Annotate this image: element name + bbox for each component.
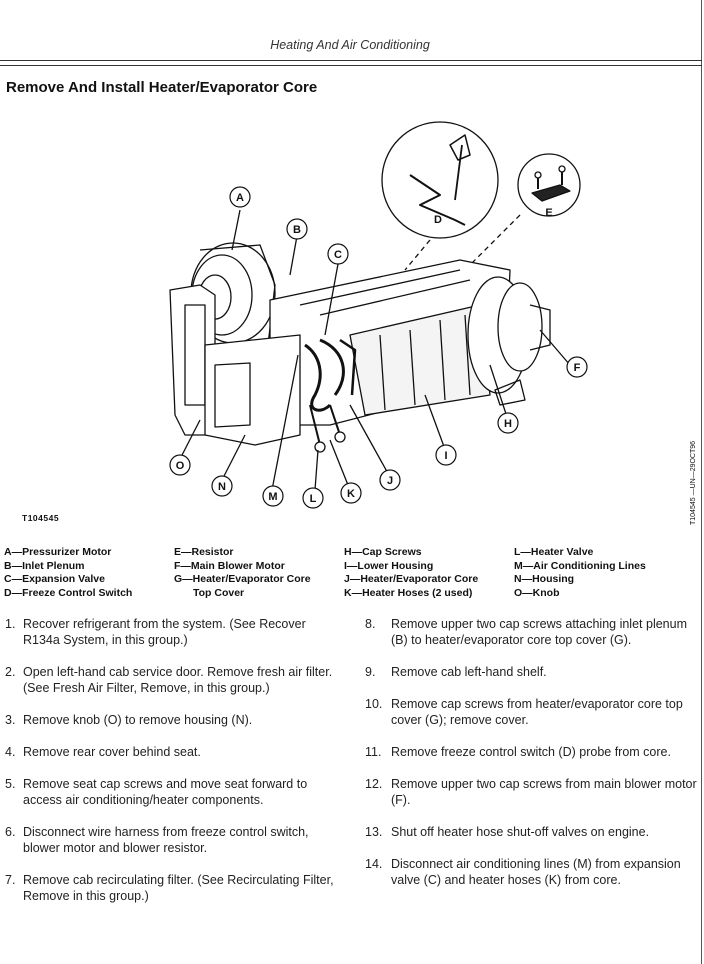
legend-item: N—Housing	[514, 573, 575, 585]
legend-item: E—Resistor	[174, 546, 234, 558]
legend-item: B—Inlet Plenum	[4, 559, 85, 572]
header-divider-lower	[0, 65, 702, 66]
legend-item: G—Heater/Evaporator Core	[174, 573, 311, 585]
step-3: 3. Remove knob (O) to remove housing (N).	[5, 713, 253, 727]
callout-M	[263, 486, 283, 506]
callout-I	[436, 445, 456, 465]
heater-evaporator-illustration	[0, 105, 702, 545]
svg-text:C: C	[334, 249, 342, 261]
running-head: Heating And Air Conditioning	[270, 38, 430, 52]
callout-D: D	[434, 214, 442, 226]
svg-text:K: K	[347, 488, 355, 500]
callout-J	[380, 470, 400, 490]
svg-text:J: J	[386, 475, 394, 487]
svg-text:B: B	[293, 224, 301, 236]
step-14: 14. Disconnect air conditioning lines (M) from expansion valve (C) and heater hoses (K) from core.	[365, 857, 681, 887]
callout-K	[341, 483, 361, 503]
legend-column-2	[174, 546, 311, 600]
legend-item: A—Pressurizer Motor	[4, 546, 112, 558]
step-4: 4. Remove rear cover behind seat.	[5, 745, 201, 759]
legend-item: H—Cap Screws	[344, 546, 422, 558]
legend-item: F—Main Blower Motor	[174, 559, 285, 572]
svg-text:A: A	[236, 192, 244, 204]
step-5: 5. Remove seat cap screws and move seat forward to access air conditioning/heater components.	[5, 777, 308, 807]
header-divider	[0, 60, 702, 61]
legend-item: D—Freeze Control Switch	[4, 586, 133, 599]
svg-text:F: F	[573, 362, 581, 374]
steps-left-column	[5, 616, 337, 904]
svg-text:H: H	[504, 418, 512, 430]
svg-text:N: N	[218, 481, 226, 493]
callout-H	[498, 413, 518, 433]
legend-column-3	[344, 546, 478, 600]
step-13: 13. Shut off heater hose shut-off valves on engine.	[365, 825, 650, 839]
callout-A	[230, 187, 250, 207]
step-11: 11. Remove freeze control switch (D) probe from core.	[365, 745, 671, 759]
legend-column-1	[4, 546, 132, 600]
legend-item: I—Lower Housing	[344, 559, 434, 572]
step-10: 10. Remove cap screws from heater/evaporator core top cover (G); remove cover.	[365, 697, 683, 727]
step-8: 8. Remove upper two cap screws attaching inlet plenum (B) to heater/evaporator core top cover (G).	[365, 617, 687, 647]
legend-item: C—Expansion Valve	[4, 573, 105, 585]
callout-E: E	[545, 207, 553, 219]
figure-id: T104545	[22, 513, 60, 523]
svg-text:L: L	[309, 493, 317, 505]
legend-item: J—Heater/Evaporator Core	[344, 573, 479, 585]
callout-C	[328, 244, 348, 264]
callout-O	[170, 455, 190, 475]
step-6: 6. Disconnect wire harness from freeze control switch, blower motor and blower resistor.	[5, 825, 309, 855]
steps-right-column	[365, 616, 697, 888]
callout-L	[303, 488, 323, 508]
figure-side-code: T104545 —UN—29OCT96	[690, 440, 697, 525]
legend-item: M—Air Conditioning Lines	[514, 559, 646, 572]
legend-item-continued: Top Cover	[193, 586, 245, 599]
legend-item: L—Heater Valve	[514, 546, 594, 558]
step-9: 9. Remove cab left-hand shelf.	[365, 665, 547, 679]
callout-F	[567, 357, 587, 377]
step-7: 7. Remove cab recirculating filter. (See Recirculating Filter, Remove in this group.)	[5, 873, 334, 903]
legend-item: K—Heater Hoses (2 used)	[344, 586, 473, 599]
svg-text:I: I	[444, 450, 448, 462]
svg-text:O: O	[175, 460, 185, 472]
legend-item: O—Knob	[514, 586, 560, 599]
step-1: 1. Recover refrigerant from the system. (See Recover R134a System, in this group.)	[5, 617, 306, 647]
callout-B	[287, 219, 307, 239]
step-12: 12. Remove upper two cap screws from main blower motor (F).	[365, 777, 697, 807]
step-2: 2. Open left-hand cab service door. Remove fresh air filter. (See Fresh Air Filter, Remove, in this group.)	[5, 665, 333, 695]
page-title: Remove And Install Heater/Evaporator Core	[6, 79, 318, 96]
legend-column-4	[514, 546, 646, 600]
callout-N	[212, 476, 232, 496]
svg-text:M: M	[268, 491, 278, 503]
